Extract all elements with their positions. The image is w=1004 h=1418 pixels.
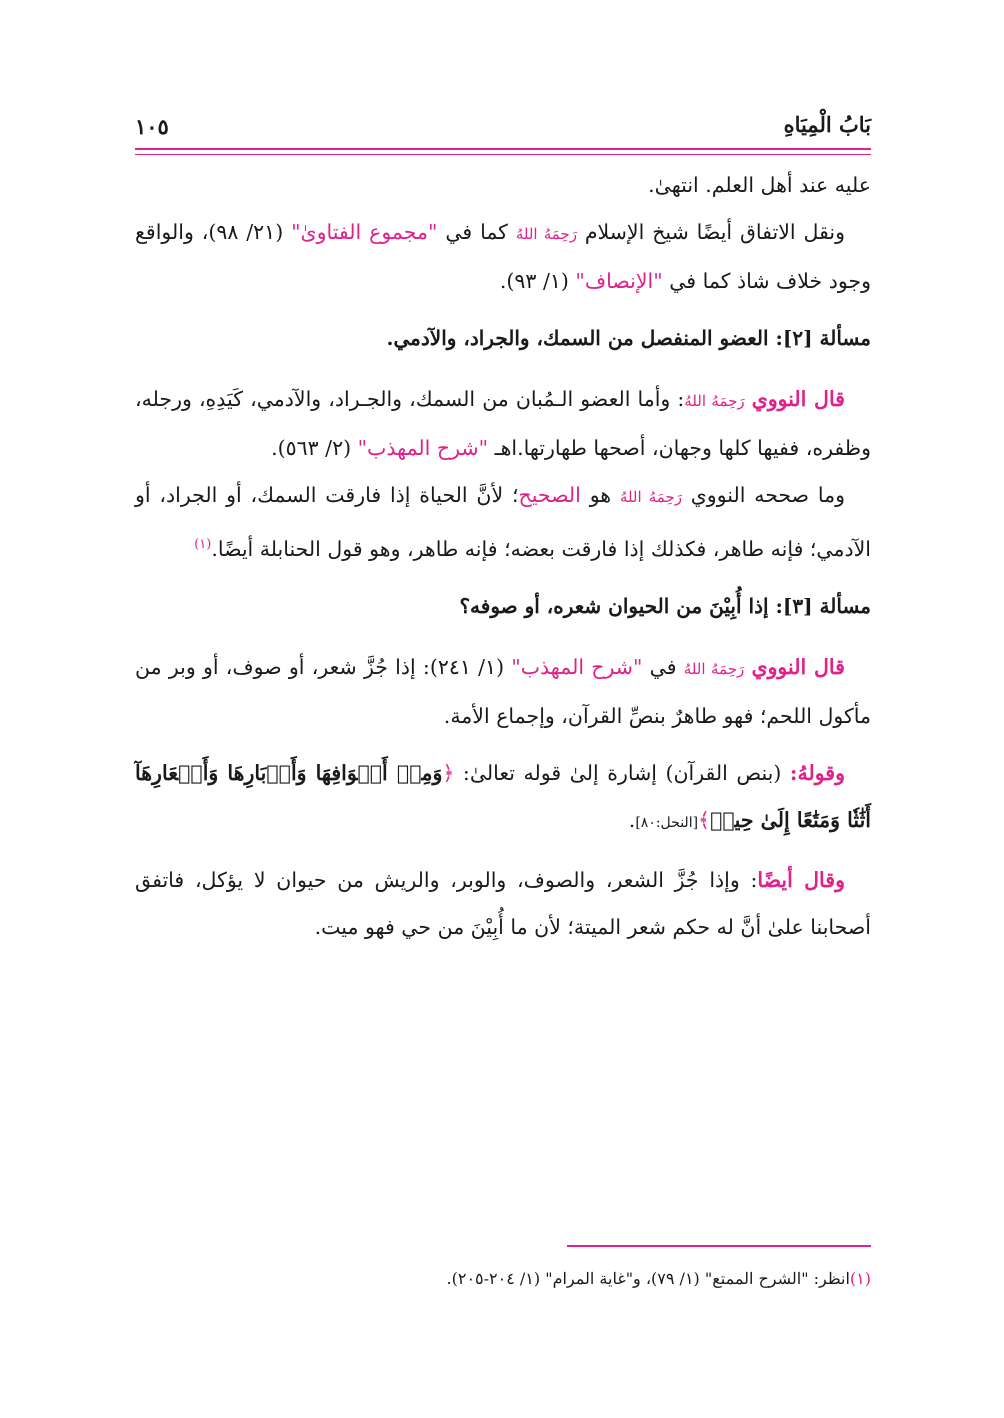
quran-verse: وَمِنۡ أَصۡوَافِهَا وَأَوۡبَارِهَا وَأَشۡعَارِهَآ أَثَٰثٗا وَمَتَٰعًا إِلَىٰ حِينٖ [135, 760, 871, 832]
book-reference: "الإنصاف" [575, 269, 663, 293]
footnote [135, 1266, 871, 1292]
quran-open-bracket: ﴿ [442, 760, 455, 785]
issue-heading-3: مسألة [٣]: إذا أُبِيْنَ من الحيوان شعره، أو صوفه؟ [459, 593, 871, 618]
footnote-text: انظر: "الشرح الممتع" (١/ ٧٩)، و"غاية المرام" (١/ ٢٠٤-٢٠٥). [446, 1269, 850, 1288]
footnote-number: (١) [849, 1269, 871, 1288]
paragraph-ijma: ونقل الاتفاق أيضًا شيخ الإسلام رَحِمَهُ اللهُ كما في "مجموع الفتاوىٰ" (٢١/ ٩٨)، والواقع وجود خلاف شاذ كما في "الإنصاف" (١/ ٩٣). [135, 220, 871, 293]
quran-close-bracket: ﴾ [698, 807, 711, 832]
paragraph-continuation: عليه عند أهل العلم. انتهىٰ. [648, 173, 871, 197]
issue-heading-2: مسألة [٢]: العضو المنفصل من السمك، والجراد، والآدمي. [386, 326, 871, 350]
footnote-marker[interactable]: (١) [194, 537, 212, 552]
speaker-name: وقولهُ: [789, 760, 845, 785]
book-reference: "شرح المهذب" [357, 436, 489, 460]
header-rule-bottom [135, 154, 871, 155]
paragraph-quran-verse: وقولهُ: (بنص القرآن) إشارة إلىٰ قوله تعالىٰ: ﴿وَمِنۡ أَصۡوَافِهَا وَأَوۡبَارِهَا وَأَشۡعَارِهَآ أَثَٰثٗا وَمَتَٰعًا إِلَىٰ حِينٖ﴾[النحل:٨٠]. [135, 760, 871, 832]
paragraph-preponderance: وما صححه النووي رَحِمَهُ اللهُ هو الصحيح؛ لأنَّ الحياة إذا فارقت السمك، أو الجراد، أو الآدمي؛ فإنه طاهر، فكذلك إذا فارقت بعضه؛ فإنه طاهر، وهو قول الحنابلة أيضًا.$^{(١)}$ [135, 483, 871, 561]
book-reference: "شرح المهذب" [511, 654, 643, 679]
speaker-name: قال النووي [751, 387, 845, 411]
main-text [135, 162, 871, 951]
honorific-icon: رَحِمَهُ اللهُ [515, 225, 577, 243]
chapter-title: بَابُ الْمِيَاهِ [783, 112, 871, 137]
paragraph-nawawi-quote: قال النووي رَحِمَهُ اللهُ: وأما العضو الـمُبان من السمك، والجـراد، والآدمي، كَيَدِهِ، ورجله، وظفره، ففيها كلها وجهان، أصحها طهارتها.اهـ "شرح المهذب" (٢/ ٥٦٣). [135, 387, 871, 460]
footnote-divider [567, 1245, 871, 1247]
speaker-name: قال النووي [751, 654, 845, 679]
book-reference: "مجموع الفتاوىٰ" [291, 220, 438, 244]
header-rule-top [135, 148, 871, 150]
page-number: ١٠٥ [135, 114, 169, 139]
paragraph-hair-wool: قال النووي رَحِمَهُ اللهُ في "شرح المهذب" (١/ ٢٤١): إذا جُزَّ شعر، أو صوف، أو وبر من مأكول اللحم؛ فهو طاهرٌ بنصِّ القرآن، وإجماع الأمة. [135, 654, 871, 728]
speaker-name: وقال أيضًا [757, 867, 846, 892]
sahih-label: الصحيح [518, 483, 581, 507]
verse-reference: [النحل:٨٠] [635, 814, 699, 831]
honorific-icon: رَحِمَهُ اللهُ [619, 488, 682, 506]
page-header [135, 112, 871, 146]
paragraph-non-edible: وقال أيضًا: وإذا جُزَّ الشعر، والصوف، والوبر، والريش من حيوان لا يؤكل، فاتفق أصحابنا علىٰ أنَّ له حكم شعر الميتة؛ لأن ما أُبِيْنَ من حي فهو ميت. [135, 867, 871, 939]
honorific-icon: رَحِمَهُ اللهُ [684, 392, 745, 410]
honorific-icon: رَحِمَهُ اللهُ [683, 659, 745, 678]
